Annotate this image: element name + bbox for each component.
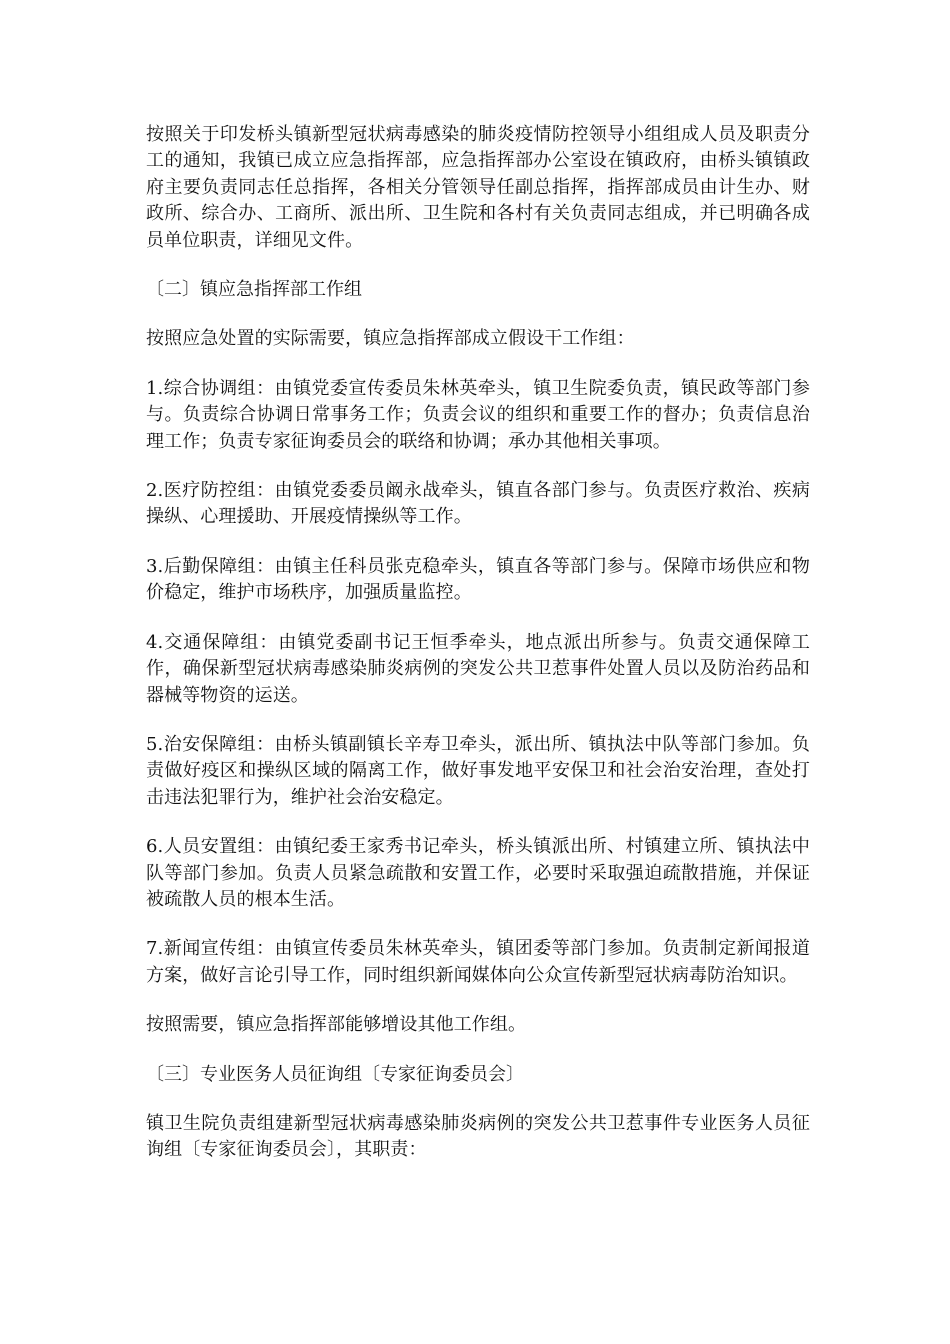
paragraph-expert-group: 镇卫生院负责组建新型冠状病毒感染肺炎病例的突发公共卫惹事件专业医务人员征询组〔专家征询委员会〕，其职责：	[146, 1112, 810, 1161]
paragraph-group-5: 5.治安保障组：由桥头镇副镇长辛寿卫牵头，派出所、镇执法中队等部门参加。负责做好疫区和操纵区域的隔离工作，做好事发地平安保卫和社会治安治理，查处打击违法犯罪行为，维护社会治安稳定。	[146, 733, 810, 808]
paragraph-group-2: 2.医疗防控组：由镇党委委员阚永战牵头，镇直各部门参与。负责医疗救治、疾病操纵、心理援助、开展疫情操纵等工作。	[146, 480, 810, 528]
paragraph-group-1: 1.综合协调组：由镇党委宣传委员朱林英牵头，镇卫生院委负责，镇民政等部门参与。负责综合协调日常事务工作；负责会议的组织和重要工作的督办；负责信息治理工作；负责专家征询委员会的联络和协调；承办其他相关事项。	[146, 377, 810, 452]
paragraph-group-7: 7.新闻宣传组：由镇宣传委员朱林英牵头，镇团委等部门参加。负责制定新闻报道方案，做好言论引导工作，同时组织新闻媒体向公众宣传新型冠状病毒防治知识。	[146, 938, 810, 986]
section-heading-2: 〔二〕镇应急指挥部工作组	[146, 279, 362, 301]
paragraph-additional-groups: 按照需要，镇应急指挥部能够增设其他工作组。	[146, 1014, 527, 1036]
paragraph-group-3: 3.后勤保障组：由镇主任科员张克稳牵头，镇直各等部门参与。保障市场供应和物价稳定，维护市场秩序，加强质量监控。	[146, 555, 810, 604]
section-heading-3: 〔三〕专业医务人员征询组〔专家征询委员会〕	[146, 1063, 524, 1085]
document-body	[146, 122, 810, 1187]
paragraph-intro: 按照关于印发桥头镇新型冠状病毒感染的肺炎疫情防控领导小组组成人员及职责分工的通知，我镇已成立应急指挥部，应急指挥部办公室设在镇政府，由桥头镇镇政府主要负责同志任总指挥，各相关分管领导任副总指挥，指挥部成员由计生办、财政所、综合办、工商所、派出所、卫生院和各村有关负责同志组成，并已明确各成员单位职责，详细见文件。	[146, 124, 810, 251]
paragraph-group-4: 4.交通保障组：由镇党委副书记王恒季牵头，地点派出所参与。负责交通保障工作，确保新型冠状病毒感染肺炎病例的突发公共卫惹事件处置人员以及防治药品和器械等物资的运送。	[146, 631, 810, 706]
paragraph-group-6: 6.人员安置组：由镇纪委王家秀书记牵头，桥头镇派出所、村镇建立所、镇执法中队等部门参加。负责人员紧急疏散和安置工作，必要时采取强迫疏散措施，并保证被疏散人员的根本生活。	[146, 836, 810, 910]
paragraph-workgroups-intro: 按照应急处置的实际需要，镇应急指挥部成立假设干工作组：	[146, 328, 635, 350]
